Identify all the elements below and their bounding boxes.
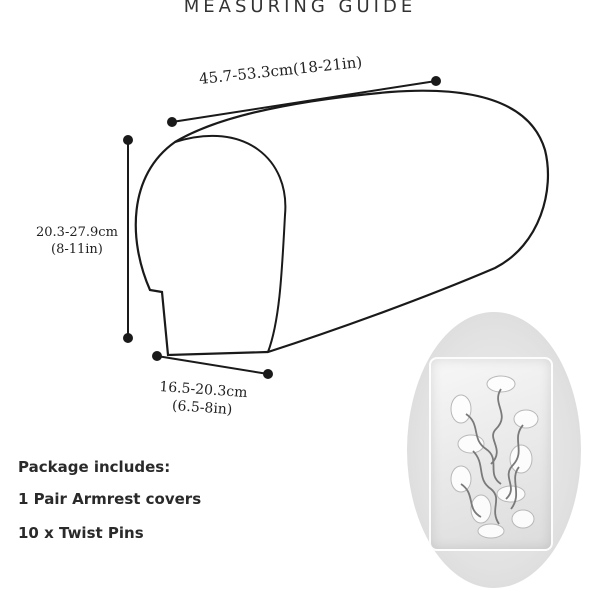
package-item-twist-pins: 10 x Twist Pins	[18, 524, 144, 542]
package-heading: Package includes:	[18, 458, 171, 476]
width-dimension-line	[157, 356, 268, 374]
width-label-in: (6.5-8in)	[171, 397, 233, 419]
pins-plastic-box	[429, 357, 553, 551]
height-endpoint-bottom	[123, 333, 133, 343]
twist-pins-icon	[431, 359, 551, 549]
width-endpoint-right	[263, 369, 273, 379]
twist-pins-photo	[407, 312, 581, 588]
length-label: 45.7-53.3cm(18-21in)	[198, 52, 364, 88]
width-label	[157, 378, 247, 420]
height-label-in: (8-11in)	[51, 242, 103, 257]
height-label	[36, 224, 118, 258]
width-label-cm: 16.5-20.3cm	[158, 378, 248, 402]
height-label-cm: 20.3-27.9cm	[36, 225, 118, 240]
width-endpoint-left	[152, 351, 162, 361]
package-item-armrest-covers: 1 Pair Armrest covers	[18, 490, 202, 508]
height-endpoint-top	[123, 135, 133, 145]
length-endpoint-right	[431, 76, 441, 86]
page-title: MEASURING GUIDE	[183, 0, 417, 17]
length-endpoint-left	[167, 117, 177, 127]
